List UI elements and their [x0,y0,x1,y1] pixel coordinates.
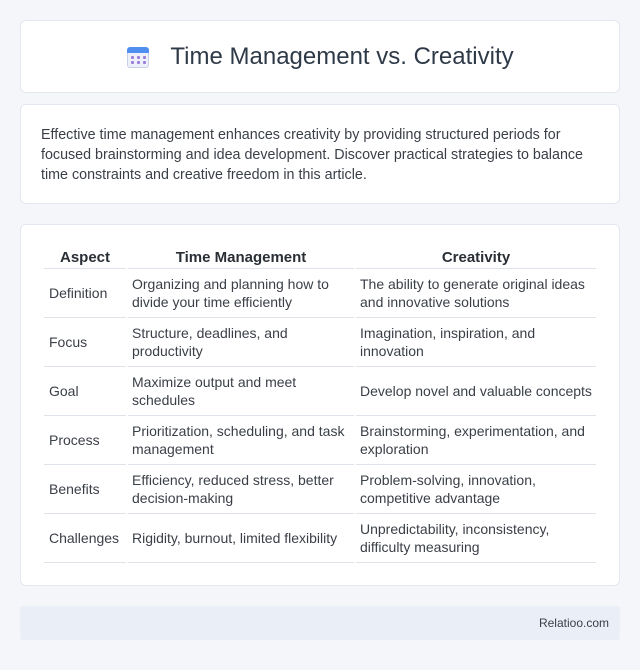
calendar-icon [126,45,150,69]
header-aspect: Aspect [44,245,126,269]
row-creativity: Develop novel and valuable concepts [356,367,596,416]
row-time-management: Rigidity, burnout, limited flexibility [128,514,354,563]
title-card [20,20,620,93]
row-creativity: Imagination, inspiration, and innovation [356,318,596,367]
row-aspect: Focus [44,318,126,367]
table-row [44,514,596,563]
row-creativity: Unpredictability, inconsistency, difficulty measuring [356,514,596,563]
row-creativity: Brainstorming, experimentation, and exploration [356,416,596,465]
row-time-management: Efficiency, reduced stress, better decision-making [128,465,354,514]
footer-brand: Relatioo.com [538,616,609,630]
footer [20,606,620,640]
row-creativity: The ability to generate original ideas and innovative solutions [356,269,596,318]
table-row [44,465,596,514]
row-time-management: Prioritization, scheduling, and task management [128,416,354,465]
row-aspect: Definition [44,269,126,318]
row-aspect: Process [44,416,126,465]
table-row [44,269,596,318]
header-creativity: Creativity [356,245,596,269]
intro-card [20,104,620,204]
row-aspect: Challenges [44,514,126,563]
table-row [44,318,596,367]
table-row [44,416,596,465]
row-time-management: Structure, deadlines, and productivity [128,318,354,367]
table-row [44,367,596,416]
row-time-management: Maximize output and meet schedules [128,367,354,416]
comparison-table [42,245,598,563]
comparison-card [20,224,620,586]
page-title: Time Management vs. Creativity [170,42,514,70]
header-time-management: Time Management [128,245,354,269]
row-aspect: Goal [44,367,126,416]
row-aspect: Benefits [44,465,126,514]
intro-text: Effective time management enhances creativity by providing structured periods for focused brainstorming and idea development. Discover practical strategies to balance time constraints and creative freedom in this article. [41,127,583,183]
row-creativity: Problem-solving, innovation, competitive advantage [356,465,596,514]
table-header-row [44,245,596,269]
row-time-management: Organizing and planning how to divide your time efficiently [128,269,354,318]
